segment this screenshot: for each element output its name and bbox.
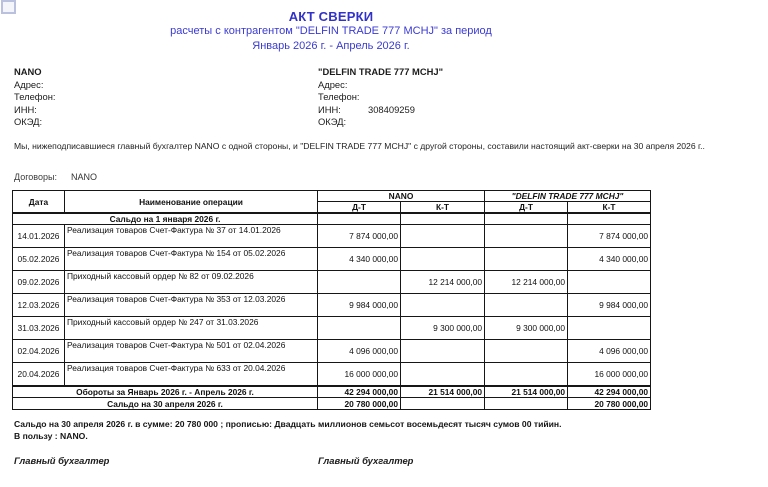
table-row: [13, 271, 651, 294]
party-right-block: [318, 66, 443, 129]
table-row: [13, 340, 651, 363]
party-left-block: [14, 66, 64, 129]
amount-cell: [485, 213, 568, 225]
signature-left: Главный бухгалтер: [14, 455, 110, 466]
amount-cell: [318, 271, 401, 294]
amount-cell: [401, 294, 485, 317]
amount-cell: [318, 317, 401, 340]
operation-cell: Реализация товаров Счет-Фактура № 633 от 20.04.2026: [65, 363, 318, 386]
party-left-address-label: Адрес:: [14, 78, 44, 90]
group-header-left: NANO: [318, 191, 485, 202]
col-header-right-debit: Д-Т: [485, 202, 568, 214]
party-left-phone-label: Телефон:: [14, 91, 56, 103]
amount-cell: [485, 248, 568, 271]
operation-cell: Реализация товаров Счет-Фактура № 501 от 02.04.2026: [65, 340, 318, 363]
amount-cell: 42 294 000,00: [318, 386, 401, 398]
amount-cell: [485, 363, 568, 386]
amount-cell: 9 300 000,00: [485, 317, 568, 340]
party-right-address-label: Адрес:: [318, 78, 348, 90]
amount-cell: 20 780 000,00: [318, 398, 401, 410]
amount-cell: 9 984 000,00: [318, 294, 401, 317]
amount-cell: 21 514 000,00: [485, 386, 568, 398]
page-subtitle: расчеты с контрагентом "DELFIN TRADE 777 MCHJ" за период: [170, 25, 492, 37]
opening-balance-label: Сальдо на 1 января 2026 г.: [13, 213, 318, 225]
date-cell: 20.04.2026: [13, 363, 65, 386]
col-header-left-credit: К-Т: [401, 202, 485, 214]
amount-cell: [485, 340, 568, 363]
signature-right: Главный бухгалтер: [318, 455, 414, 466]
turnover-label: Обороты за Январь 2026 г. - Апрель 2026 г.: [13, 386, 318, 398]
group-header-right: "DELFIN TRADE 777 MCHJ": [485, 191, 651, 202]
operation-cell: Реализация товаров Счет-Фактура № 154 от 05.02.2026: [65, 248, 318, 271]
amount-cell: [401, 225, 485, 248]
date-cell: 12.03.2026: [13, 294, 65, 317]
amount-cell: 7 874 000,00: [318, 225, 401, 248]
party-right-inn-row: [318, 104, 443, 117]
closing-summary-text: Сальдо на 30 апреля 2026 г. в сумме: 20 780 000 ; прописью: Двадцать миллионов семьсот восемьдесят тысяч сумов 00 тийин.: [14, 419, 562, 429]
operation-cell: Реализация товаров Счет-Фактура № 353 от 12.03.2026: [65, 294, 318, 317]
party-right-name: "DELFIN TRADE 777 MCHJ": [318, 66, 444, 77]
col-header-left-debit: Д-Т: [318, 202, 401, 214]
amount-cell: 20 780 000,00: [568, 398, 651, 410]
amount-cell: 12 214 000,00: [485, 271, 568, 294]
amount-cell: 4 340 000,00: [318, 248, 401, 271]
date-cell: 14.01.2026: [13, 225, 65, 248]
col-header-right-credit: К-Т: [568, 202, 651, 214]
date-cell: 05.02.2026: [13, 248, 65, 271]
party-right-inn-value: 308409259: [368, 103, 415, 115]
turnover-row: [13, 386, 651, 398]
amount-cell: [485, 225, 568, 248]
amount-cell: [401, 363, 485, 386]
contracts-label: Договоры:: [14, 172, 57, 182]
opening-balance-row: [13, 213, 651, 225]
amount-cell: [568, 271, 651, 294]
closing-balance-label: Сальдо на 30 апреля 2026 г.: [13, 398, 318, 410]
amount-cell: [401, 248, 485, 271]
table-row: [13, 317, 651, 340]
in-favor-text: В пользу : NANO.: [14, 431, 88, 441]
amount-cell: [485, 398, 568, 410]
amount-cell: [568, 317, 651, 340]
table-row: [13, 363, 651, 386]
table-row: [13, 225, 651, 248]
party-left-inn-label: ИНН:: [14, 103, 37, 115]
amount-cell: [401, 213, 485, 225]
amount-cell: 4 340 000,00: [568, 248, 651, 271]
page-period: Январь 2026 г. - Апрель 2026 г.: [252, 40, 410, 52]
closing-balance-row: [13, 398, 651, 410]
party-right-inn-label: ИНН:: [318, 103, 341, 115]
amount-cell: 4 096 000,00: [568, 340, 651, 363]
amount-cell: 16 000 000,00: [568, 363, 651, 386]
amount-cell: [401, 398, 485, 410]
contracts-value: NANO: [70, 172, 97, 182]
amount-cell: 7 874 000,00: [568, 225, 651, 248]
table-row: [13, 248, 651, 271]
amount-cell: 4 096 000,00: [318, 340, 401, 363]
amount-cell: [485, 294, 568, 317]
amount-cell: 16 000 000,00: [318, 363, 401, 386]
amount-cell: 42 294 000,00: [568, 386, 651, 398]
amount-cell: [401, 340, 485, 363]
date-cell: 02.04.2026: [13, 340, 65, 363]
table-row: [13, 294, 651, 317]
party-right-oked-label: ОКЭД:: [318, 116, 347, 128]
party-left-inn-row: [14, 104, 64, 117]
amount-cell: [318, 213, 401, 225]
operation-cell: Приходный кассовый ордер № 247 от 31.03.2026: [65, 317, 318, 340]
amount-cell: 21 514 000,00: [401, 386, 485, 398]
date-cell: 31.03.2026: [13, 317, 65, 340]
amount-cell: 9 984 000,00: [568, 294, 651, 317]
reconciliation-table: [12, 190, 651, 410]
date-cell: 09.02.2026: [13, 271, 65, 294]
party-right-phone-label: Телефон:: [318, 91, 360, 103]
col-header-operation: Наименование операции: [65, 191, 318, 214]
amount-cell: [568, 213, 651, 225]
amount-cell: 12 214 000,00: [401, 271, 485, 294]
contracts-line: [14, 172, 97, 182]
page-title: АКТ СВЕРКИ: [288, 9, 374, 24]
party-left-oked-label: ОКЭД:: [14, 116, 43, 128]
party-left-name: NANO: [14, 66, 42, 77]
col-header-date: Дата: [13, 191, 65, 214]
operation-cell: Реализация товаров Счет-Фактура № 37 от 14.01.2026: [65, 225, 318, 248]
operation-cell: Приходный кассовый ордер № 82 от 09.02.2026: [65, 271, 318, 294]
amount-cell: 9 300 000,00: [401, 317, 485, 340]
intro-paragraph: Мы, нижеподписавшиеся главный бухгалтер NANO с одной стороны, и "DELFIN TRADE 777 MCHJ" с другой стороны, составили настоящий акт-сверки на 30 апреля 2026 г..: [14, 141, 705, 151]
